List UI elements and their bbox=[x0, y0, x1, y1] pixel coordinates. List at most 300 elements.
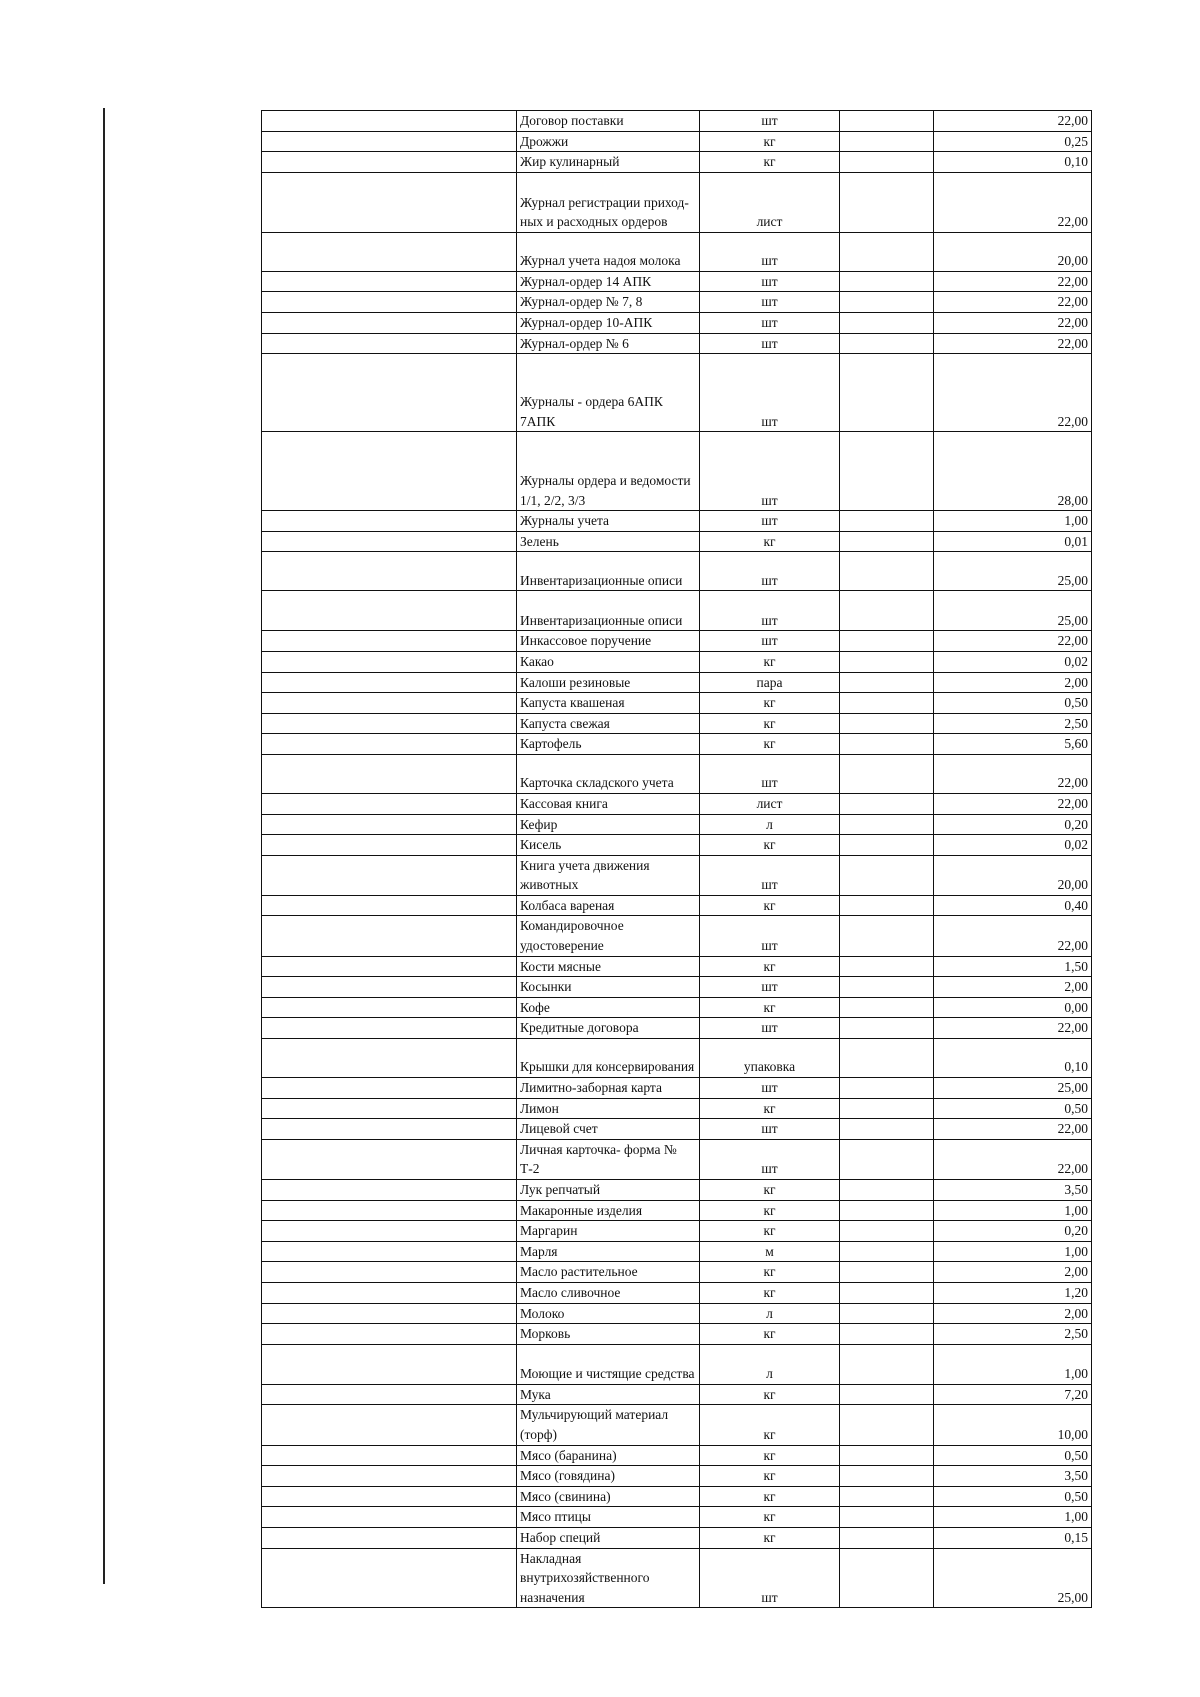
blank-cell bbox=[262, 152, 517, 173]
unit-cell: кг bbox=[700, 1098, 840, 1119]
blank-cell bbox=[840, 511, 934, 532]
table-row bbox=[262, 916, 1092, 956]
table-row bbox=[262, 591, 1092, 631]
blank-cell bbox=[840, 1180, 934, 1201]
table-row bbox=[262, 1282, 1092, 1303]
blank-cell bbox=[840, 232, 934, 271]
blank-cell bbox=[262, 1548, 517, 1608]
table-row bbox=[262, 1324, 1092, 1345]
blank-cell bbox=[262, 754, 517, 793]
table-row bbox=[262, 631, 1092, 652]
quantity-cell: 22,00 bbox=[934, 916, 1092, 956]
table-row bbox=[262, 1548, 1092, 1608]
quantity-cell: 1,50 bbox=[934, 956, 1092, 977]
quantity-cell: 0,00 bbox=[934, 997, 1092, 1018]
unit-cell: шт bbox=[700, 591, 840, 631]
unit-cell: шт bbox=[700, 1548, 840, 1608]
item-name-cell: Кредитные договора bbox=[517, 1018, 700, 1039]
quantity-cell: 0,40 bbox=[934, 895, 1092, 916]
blank-cell bbox=[840, 152, 934, 173]
item-name-cell: Журналы ордера и ведомости 1/1, 2/2, 3/3 bbox=[517, 432, 700, 511]
table-row bbox=[262, 333, 1092, 354]
quantity-cell: 0,01 bbox=[934, 531, 1092, 552]
unit-cell: шт bbox=[700, 855, 840, 895]
quantity-cell: 0,50 bbox=[934, 1445, 1092, 1466]
quantity-cell: 28,00 bbox=[934, 432, 1092, 511]
blank-cell bbox=[262, 956, 517, 977]
item-name-cell: Журнал-ордер 10-АПК bbox=[517, 312, 700, 333]
blank-cell bbox=[262, 591, 517, 631]
item-name-cell: Колбаса вареная bbox=[517, 895, 700, 916]
quantity-cell: 0,50 bbox=[934, 1486, 1092, 1507]
quantity-cell: 1,00 bbox=[934, 1241, 1092, 1262]
blank-cell bbox=[840, 1039, 934, 1078]
unit-cell: кг bbox=[700, 1262, 840, 1283]
quantity-cell: 0,25 bbox=[934, 131, 1092, 152]
unit-cell: шт bbox=[700, 552, 840, 591]
unit-cell: кг bbox=[700, 835, 840, 856]
quantity-cell: 3,50 bbox=[934, 1180, 1092, 1201]
blank-cell bbox=[262, 1384, 517, 1405]
unit-cell: м bbox=[700, 1241, 840, 1262]
blank-cell bbox=[262, 1486, 517, 1507]
unit-cell: шт bbox=[700, 271, 840, 292]
item-name-cell: Инкассовое поручение bbox=[517, 631, 700, 652]
quantity-cell: 1,00 bbox=[934, 1507, 1092, 1528]
table-row bbox=[262, 432, 1092, 511]
unit-cell: шт bbox=[700, 312, 840, 333]
table-row bbox=[262, 1241, 1092, 1262]
quantity-cell: 22,00 bbox=[934, 111, 1092, 132]
item-name-cell: Книга учета движения животных bbox=[517, 855, 700, 895]
blank-cell bbox=[840, 111, 934, 132]
blank-cell bbox=[840, 172, 934, 232]
blank-cell bbox=[840, 1262, 934, 1283]
table-row bbox=[262, 713, 1092, 734]
blank-cell bbox=[840, 1200, 934, 1221]
blank-cell bbox=[262, 895, 517, 916]
table-row bbox=[262, 1039, 1092, 1078]
blank-cell bbox=[262, 814, 517, 835]
blank-cell bbox=[262, 511, 517, 532]
blank-cell bbox=[262, 1139, 517, 1179]
blank-cell bbox=[262, 1018, 517, 1039]
blank-cell bbox=[262, 1200, 517, 1221]
item-name-cell: Карточка складского учета bbox=[517, 754, 700, 793]
blank-cell bbox=[262, 672, 517, 693]
quantity-cell: 10,00 bbox=[934, 1405, 1092, 1445]
blank-cell bbox=[840, 333, 934, 354]
table-body bbox=[262, 111, 1092, 1608]
table-row bbox=[262, 814, 1092, 835]
unit-cell: лист bbox=[700, 172, 840, 232]
unit-cell: пара bbox=[700, 672, 840, 693]
blank-cell bbox=[262, 1078, 517, 1099]
unit-cell: шт bbox=[700, 631, 840, 652]
unit-cell: кг bbox=[700, 1466, 840, 1487]
blank-cell bbox=[262, 552, 517, 591]
item-name-cell: Капуста квашеная bbox=[517, 693, 700, 714]
blank-cell bbox=[262, 172, 517, 232]
blank-cell bbox=[840, 1241, 934, 1262]
table-row bbox=[262, 1466, 1092, 1487]
quantity-cell: 20,00 bbox=[934, 232, 1092, 271]
item-name-cell: Журналы учета bbox=[517, 511, 700, 532]
blank-cell bbox=[840, 895, 934, 916]
blank-cell bbox=[262, 232, 517, 271]
blank-cell bbox=[262, 1466, 517, 1487]
blank-cell bbox=[262, 1303, 517, 1324]
blank-cell bbox=[840, 591, 934, 631]
quantity-cell: 22,00 bbox=[934, 333, 1092, 354]
unit-cell: кг bbox=[700, 1221, 840, 1242]
unit-cell: кг bbox=[700, 693, 840, 714]
item-name-cell: Командировочное удостоверение bbox=[517, 916, 700, 956]
table-row bbox=[262, 1221, 1092, 1242]
quantity-cell: 0,15 bbox=[934, 1527, 1092, 1548]
blank-cell bbox=[840, 312, 934, 333]
table-row bbox=[262, 793, 1092, 814]
unit-cell: шт bbox=[700, 292, 840, 313]
blank-cell bbox=[840, 131, 934, 152]
quantity-cell: 2,50 bbox=[934, 713, 1092, 734]
item-name-cell: Капуста свежая bbox=[517, 713, 700, 734]
quantity-cell: 25,00 bbox=[934, 591, 1092, 631]
unit-cell: кг bbox=[700, 152, 840, 173]
blank-cell bbox=[840, 734, 934, 755]
quantity-cell: 2,50 bbox=[934, 1324, 1092, 1345]
quantity-cell: 1,00 bbox=[934, 511, 1092, 532]
item-name-cell: Зелень bbox=[517, 531, 700, 552]
unit-cell: шт bbox=[700, 977, 840, 998]
item-name-cell: Инвентаризационные описи bbox=[517, 591, 700, 631]
table-row bbox=[262, 1405, 1092, 1445]
item-name-cell: Макаронные изделия bbox=[517, 1200, 700, 1221]
item-name-cell: Мясо (говядина) bbox=[517, 1466, 700, 1487]
blank-cell bbox=[840, 713, 934, 734]
quantity-cell: 5,60 bbox=[934, 734, 1092, 755]
blank-cell bbox=[262, 855, 517, 895]
quantity-cell: 1,00 bbox=[934, 1200, 1092, 1221]
item-name-cell: Косынки bbox=[517, 977, 700, 998]
item-name-cell: Журнал-ордер 14 АПК bbox=[517, 271, 700, 292]
table-row bbox=[262, 1139, 1092, 1179]
blank-cell bbox=[840, 1303, 934, 1324]
unit-cell: кг bbox=[700, 651, 840, 672]
left-margin-line bbox=[103, 108, 105, 1584]
blank-cell bbox=[840, 672, 934, 693]
quantity-cell: 1,00 bbox=[934, 1344, 1092, 1384]
blank-cell bbox=[262, 651, 517, 672]
table-row bbox=[262, 1303, 1092, 1324]
unit-cell: шт bbox=[700, 432, 840, 511]
table-row bbox=[262, 511, 1092, 532]
blank-cell bbox=[840, 693, 934, 714]
quantity-cell: 25,00 bbox=[934, 552, 1092, 591]
blank-cell bbox=[262, 1262, 517, 1283]
blank-cell bbox=[840, 977, 934, 998]
blank-cell bbox=[262, 1098, 517, 1119]
unit-cell: кг bbox=[700, 1486, 840, 1507]
item-name-cell: Лимитно-заборная карта bbox=[517, 1078, 700, 1099]
item-name-cell: Морковь bbox=[517, 1324, 700, 1345]
unit-cell: л bbox=[700, 1344, 840, 1384]
blank-cell bbox=[262, 1445, 517, 1466]
blank-cell bbox=[840, 1018, 934, 1039]
blank-cell bbox=[840, 1282, 934, 1303]
blank-cell bbox=[840, 432, 934, 511]
item-name-cell: Мясо птицы bbox=[517, 1507, 700, 1528]
item-name-cell: Личная карточка- форма № Т-2 bbox=[517, 1139, 700, 1179]
quantity-cell: 22,00 bbox=[934, 354, 1092, 432]
table-row bbox=[262, 271, 1092, 292]
item-name-cell: Журналы - ордера 6АПК 7АПК bbox=[517, 354, 700, 432]
blank-cell bbox=[840, 855, 934, 895]
blank-cell bbox=[262, 916, 517, 956]
quantity-cell: 2,00 bbox=[934, 1262, 1092, 1283]
unit-cell: кг bbox=[700, 895, 840, 916]
table-row bbox=[262, 855, 1092, 895]
quantity-cell: 22,00 bbox=[934, 1018, 1092, 1039]
quantity-cell: 2,00 bbox=[934, 672, 1092, 693]
item-name-cell: Крышки для консервирования bbox=[517, 1039, 700, 1078]
unit-cell: шт bbox=[700, 1018, 840, 1039]
blank-cell bbox=[840, 631, 934, 652]
blank-cell bbox=[840, 1078, 934, 1099]
blank-cell bbox=[840, 1384, 934, 1405]
table-row bbox=[262, 152, 1092, 173]
quantity-cell: 25,00 bbox=[934, 1548, 1092, 1608]
item-name-cell: Инвентаризационные описи bbox=[517, 552, 700, 591]
blank-cell bbox=[262, 693, 517, 714]
unit-cell: шт bbox=[700, 1119, 840, 1140]
item-name-cell: Лимон bbox=[517, 1098, 700, 1119]
blank-cell bbox=[840, 754, 934, 793]
blank-cell bbox=[262, 835, 517, 856]
item-name-cell: Накладная внутрихозяйственного назначения bbox=[517, 1548, 700, 1608]
item-name-cell: Мясо (баранина) bbox=[517, 1445, 700, 1466]
unit-cell: кг bbox=[700, 1180, 840, 1201]
item-name-cell: Маргарин bbox=[517, 1221, 700, 1242]
quantity-cell: 0,50 bbox=[934, 693, 1092, 714]
blank-cell bbox=[262, 734, 517, 755]
blank-cell bbox=[840, 916, 934, 956]
blank-cell bbox=[262, 997, 517, 1018]
unit-cell: кг bbox=[700, 131, 840, 152]
item-name-cell: Кефир bbox=[517, 814, 700, 835]
table-row bbox=[262, 552, 1092, 591]
blank-cell bbox=[262, 354, 517, 432]
table-row bbox=[262, 312, 1092, 333]
table-row bbox=[262, 292, 1092, 313]
unit-cell: л bbox=[700, 1303, 840, 1324]
table-row bbox=[262, 734, 1092, 755]
blank-cell bbox=[840, 1119, 934, 1140]
quantity-cell: 25,00 bbox=[934, 1078, 1092, 1099]
blank-cell bbox=[262, 292, 517, 313]
unit-cell: кг bbox=[700, 531, 840, 552]
unit-cell: шт bbox=[700, 916, 840, 956]
blank-cell bbox=[262, 1039, 517, 1078]
table-row bbox=[262, 1180, 1092, 1201]
blank-cell bbox=[840, 997, 934, 1018]
table-row bbox=[262, 1200, 1092, 1221]
blank-cell bbox=[840, 1221, 934, 1242]
item-name-cell: Масло растительное bbox=[517, 1262, 700, 1283]
blank-cell bbox=[840, 1098, 934, 1119]
quantity-cell: 3,50 bbox=[934, 1466, 1092, 1487]
table-row bbox=[262, 354, 1092, 432]
table-row bbox=[262, 672, 1092, 693]
unit-cell: кг bbox=[700, 1445, 840, 1466]
table-row bbox=[262, 895, 1092, 916]
table-row bbox=[262, 956, 1092, 977]
item-name-cell: Жир кулинарный bbox=[517, 152, 700, 173]
table-row bbox=[262, 693, 1092, 714]
blank-cell bbox=[840, 292, 934, 313]
quantity-cell: 22,00 bbox=[934, 631, 1092, 652]
blank-cell bbox=[840, 1548, 934, 1608]
unit-cell: кг bbox=[700, 1282, 840, 1303]
blank-cell bbox=[262, 531, 517, 552]
item-name-cell: Марля bbox=[517, 1241, 700, 1262]
table-row bbox=[262, 1119, 1092, 1140]
quantity-cell: 22,00 bbox=[934, 312, 1092, 333]
blank-cell bbox=[840, 271, 934, 292]
blank-cell bbox=[262, 1324, 517, 1345]
blank-cell bbox=[840, 1445, 934, 1466]
quantity-cell: 22,00 bbox=[934, 271, 1092, 292]
quantity-cell: 7,20 bbox=[934, 1384, 1092, 1405]
unit-cell: шт bbox=[700, 1078, 840, 1099]
blank-cell bbox=[262, 793, 517, 814]
blank-cell bbox=[840, 1405, 934, 1445]
item-name-cell: Мульчирующий материал (торф) bbox=[517, 1405, 700, 1445]
blank-cell bbox=[840, 1527, 934, 1548]
unit-cell: кг bbox=[700, 713, 840, 734]
table-row bbox=[262, 111, 1092, 132]
blank-cell bbox=[262, 432, 517, 511]
unit-cell: кг bbox=[700, 1405, 840, 1445]
blank-cell bbox=[840, 552, 934, 591]
item-name-cell: Журнал учета надоя молока bbox=[517, 232, 700, 271]
item-name-cell: Журнал-ордер № 6 bbox=[517, 333, 700, 354]
blank-cell bbox=[840, 1507, 934, 1528]
quantity-cell: 0,02 bbox=[934, 651, 1092, 672]
unit-cell: шт bbox=[700, 511, 840, 532]
table-row bbox=[262, 1018, 1092, 1039]
quantity-cell: 0,20 bbox=[934, 814, 1092, 835]
quantity-cell: 0,02 bbox=[934, 835, 1092, 856]
unit-cell: кг bbox=[700, 1324, 840, 1345]
table-row bbox=[262, 754, 1092, 793]
blank-cell bbox=[262, 1527, 517, 1548]
quantity-cell: 0,10 bbox=[934, 1039, 1092, 1078]
table-row bbox=[262, 172, 1092, 232]
blank-cell bbox=[262, 631, 517, 652]
blank-cell bbox=[840, 793, 934, 814]
blank-cell bbox=[840, 956, 934, 977]
quantity-cell: 1,20 bbox=[934, 1282, 1092, 1303]
blank-cell bbox=[262, 977, 517, 998]
table-row bbox=[262, 131, 1092, 152]
unit-cell: упаковка bbox=[700, 1039, 840, 1078]
unit-cell: кг bbox=[700, 1384, 840, 1405]
item-name-cell: Кисель bbox=[517, 835, 700, 856]
table-row bbox=[262, 1344, 1092, 1384]
blank-cell bbox=[262, 1507, 517, 1528]
blank-cell bbox=[262, 333, 517, 354]
quantity-cell: 22,00 bbox=[934, 292, 1092, 313]
item-name-cell: Моющие и чистящие средства bbox=[517, 1344, 700, 1384]
item-name-cell: Калоши резиновые bbox=[517, 672, 700, 693]
item-name-cell: Масло сливочное bbox=[517, 1282, 700, 1303]
table-row bbox=[262, 651, 1092, 672]
item-name-cell: Набор специй bbox=[517, 1527, 700, 1548]
blank-cell bbox=[840, 1324, 934, 1345]
blank-cell bbox=[262, 111, 517, 132]
blank-cell bbox=[262, 271, 517, 292]
item-name-cell: Журнал-ордер № 7, 8 bbox=[517, 292, 700, 313]
quantity-cell: 0,10 bbox=[934, 152, 1092, 173]
blank-cell bbox=[262, 713, 517, 734]
blank-cell bbox=[262, 1241, 517, 1262]
table-row bbox=[262, 1445, 1092, 1466]
blank-cell bbox=[840, 1139, 934, 1179]
table-row bbox=[262, 997, 1092, 1018]
table-row bbox=[262, 1262, 1092, 1283]
item-name-cell: Лицевой счет bbox=[517, 1119, 700, 1140]
item-name-cell: Кассовая книга bbox=[517, 793, 700, 814]
item-name-cell: Договор поставки bbox=[517, 111, 700, 132]
quantity-cell: 2,00 bbox=[934, 977, 1092, 998]
item-name-cell: Картофель bbox=[517, 734, 700, 755]
unit-cell: кг bbox=[700, 734, 840, 755]
unit-cell: шт bbox=[700, 232, 840, 271]
item-name-cell: Кофе bbox=[517, 997, 700, 1018]
item-name-cell: Дрожжи bbox=[517, 131, 700, 152]
quantity-cell: 20,00 bbox=[934, 855, 1092, 895]
blank-cell bbox=[262, 1221, 517, 1242]
unit-cell: шт bbox=[700, 354, 840, 432]
blank-cell bbox=[840, 1486, 934, 1507]
blank-cell bbox=[262, 1405, 517, 1445]
unit-cell: кг bbox=[700, 1527, 840, 1548]
quantity-cell: 22,00 bbox=[934, 793, 1092, 814]
quantity-cell: 22,00 bbox=[934, 1139, 1092, 1179]
quantity-cell: 0,20 bbox=[934, 1221, 1092, 1242]
item-name-cell: Журнал регистрации приход-ных и расходных ордеров bbox=[517, 172, 700, 232]
unit-cell: шт bbox=[700, 754, 840, 793]
table-row bbox=[262, 1384, 1092, 1405]
table-row bbox=[262, 1486, 1092, 1507]
blank-cell bbox=[262, 312, 517, 333]
unit-cell: кг bbox=[700, 1507, 840, 1528]
item-name-cell: Какао bbox=[517, 651, 700, 672]
table-row bbox=[262, 835, 1092, 856]
item-name-cell: Лук репчатый bbox=[517, 1180, 700, 1201]
blank-cell bbox=[840, 1466, 934, 1487]
unit-cell: л bbox=[700, 814, 840, 835]
blank-cell bbox=[262, 1119, 517, 1140]
table-row bbox=[262, 1507, 1092, 1528]
unit-cell: кг bbox=[700, 1200, 840, 1221]
blank-cell bbox=[840, 1344, 934, 1384]
blank-cell bbox=[262, 1282, 517, 1303]
table-row bbox=[262, 1527, 1092, 1548]
unit-cell: шт bbox=[700, 111, 840, 132]
quantity-cell: 0,50 bbox=[934, 1098, 1092, 1119]
